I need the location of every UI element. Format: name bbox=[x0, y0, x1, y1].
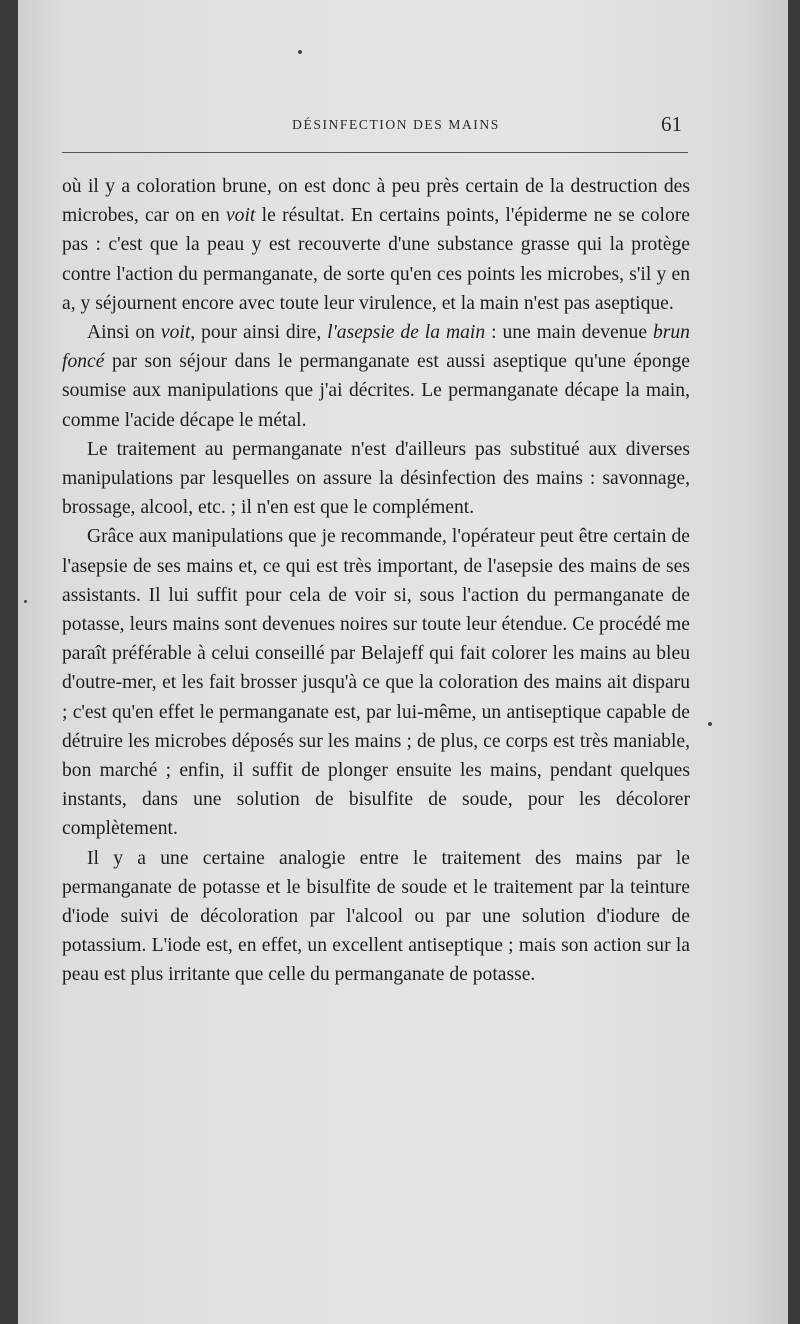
italic-text: voit bbox=[225, 205, 256, 227]
print-speck bbox=[708, 722, 712, 726]
paragraph-text: Grâce aux manipulations que je recommande, l'opérateur peut être certain de l'asepsie de ses mains et, ce qui est très important, de l'asepsie des mains de ses assistants. Il lui suffit pour cela de voir si, sous l'action du permanganate de potasse, leurs mains sont devenues noires sur toute leur étendue. Ce procédé me paraît préférable à celui conseillé par Belajeff qui fait colorer les mains au bleu d'outre-mer, et les fait brosser jusqu'à ce que la coloration des mains ait disparu ; c'est qu'en effet le permanganate est, par lui-même, un antiseptique capable de détruire les microbes déposés sur les mains ; de plus, ce corps est très maniable, bon marché ; enfin, il suffit de plonger ensuite les mains, pendant quelques instants, dans une solution de bisulfite de soude, pour les décolorer complètement. bbox=[62, 526, 690, 840]
italic-text: l'asepsie de la main bbox=[327, 322, 486, 344]
italic-text: brun foncé bbox=[62, 322, 690, 373]
book-page bbox=[18, 0, 788, 1324]
paragraph-text: Il y a une certaine analogie entre le traitement des mains par le permanganate de potasse et le bisulfite de soude et le traitement par la teinture d'iode suivi de décoloration par l'alcool ou par une solution d'iodure de potassium. L'iode est, en effet, un excellent antiseptique ; mais son action sur la peau est plus irritante que celle du permanganate de potasse. bbox=[62, 847, 690, 986]
running-title: DÉSINFECTION DES MAINS bbox=[292, 117, 500, 132]
print-speck bbox=[24, 600, 27, 603]
paragraph bbox=[62, 844, 690, 990]
paragraph-text: par son séjour dans le permanganate est aussi aseptique qu'une éponge soumise aux manipulations que j'ai décrites. Le permanganate décape la main, comme l'acide décape le métal. bbox=[62, 351, 690, 431]
paragraph bbox=[62, 522, 690, 843]
body-text bbox=[62, 172, 690, 990]
paragraph-text: Le traitement au permanganate n'est d'ailleurs pas substitué aux diverses manipulations par lesquelles on assure la désinfection des mains : savonnage, brossage, alcool, etc. ; il n'en est que le complément. bbox=[62, 438, 690, 519]
italic-text: voit, bbox=[160, 322, 196, 344]
paragraph-text: pour ainsi dire, bbox=[195, 322, 328, 344]
paragraph bbox=[62, 172, 690, 318]
paragraph bbox=[62, 435, 690, 523]
page-header bbox=[62, 112, 682, 139]
paragraph bbox=[62, 318, 690, 435]
paragraph-text: : une main devenue bbox=[485, 322, 653, 344]
paragraph-text: où il y a coloration brune, on est donc à peu près certain de la destruction des microbes, car on en bbox=[62, 176, 690, 227]
page-number: 61 bbox=[661, 112, 682, 136]
header-rule bbox=[62, 152, 688, 153]
paragraph-text: le résultat. En certains points, l'épiderme ne se colore pas : c'est que la peau y est recouverte d'une substance grasse qui la protège contre l'action du permanganate, de sorte qu'en ces points les microbes, s'il y en a, y séjournent encore avec toute leur virulence, et la main n'est pas aseptique. bbox=[62, 205, 690, 314]
paragraph-text: Ainsi on bbox=[87, 322, 161, 344]
print-speck bbox=[298, 50, 302, 54]
